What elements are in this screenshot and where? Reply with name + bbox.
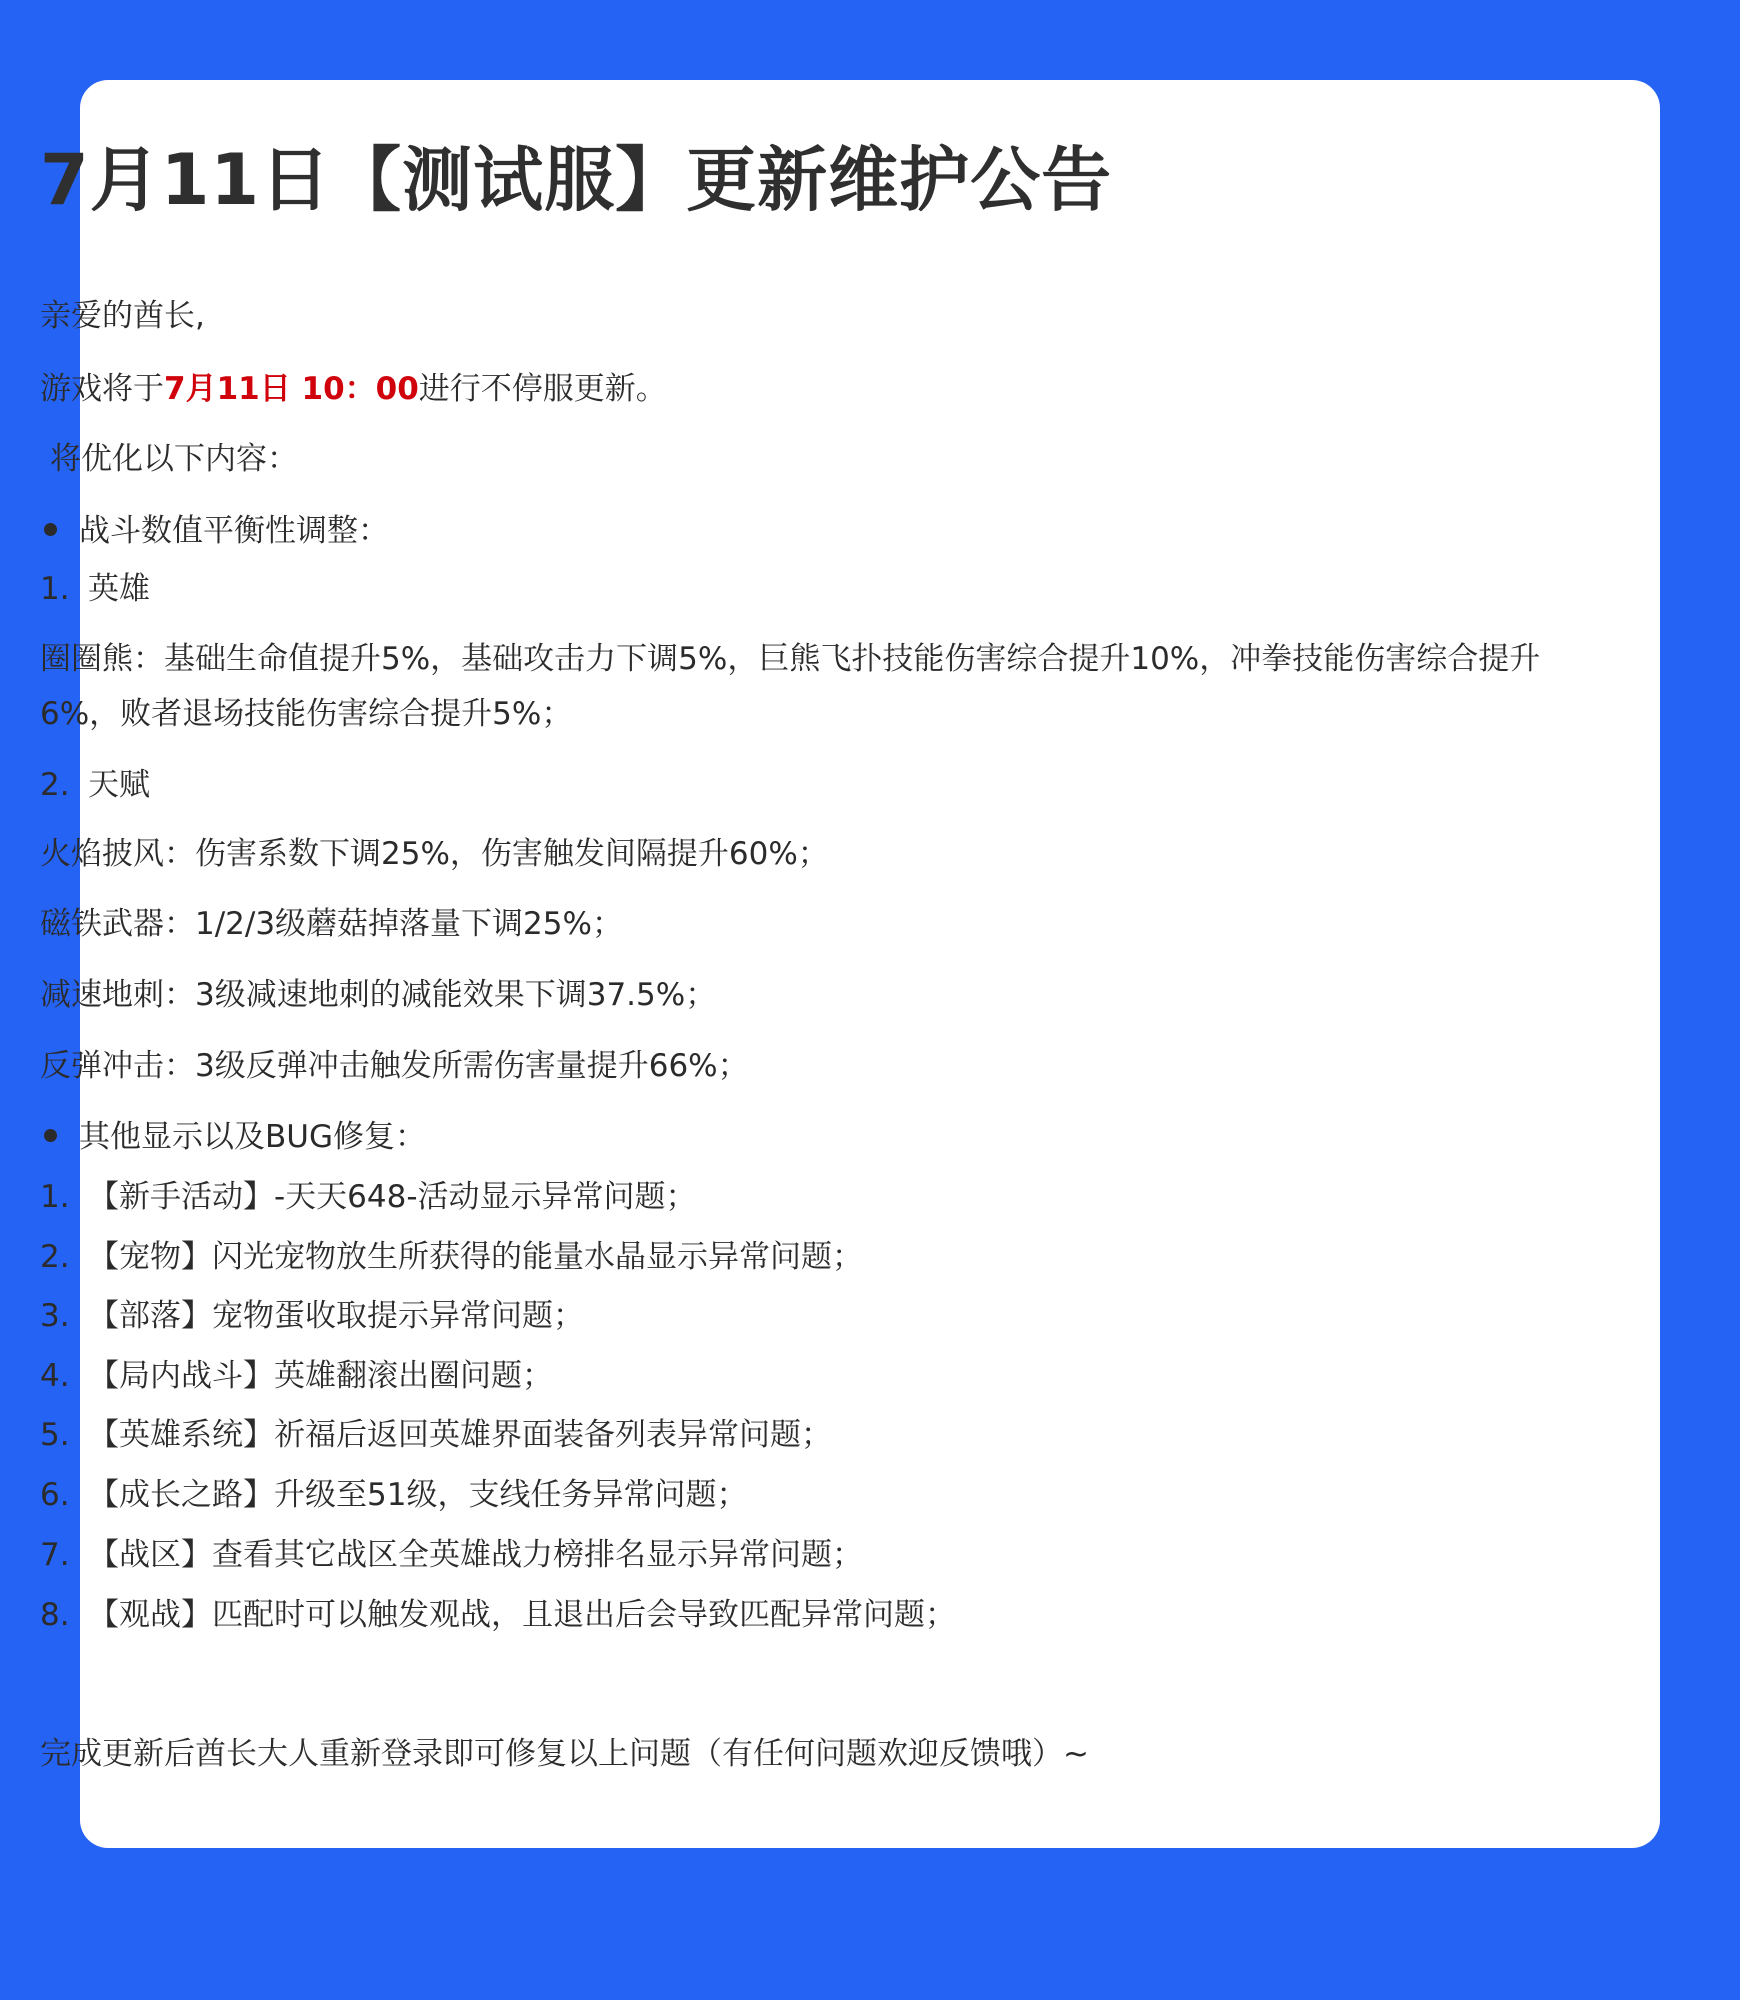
fix-text: 【英雄系统】祈福后返回英雄界面装备列表异常问题；	[88, 1417, 832, 1453]
subsection-hero-heading	[40, 568, 150, 610]
fix-item	[40, 1295, 584, 1337]
schedule-suffix: 进行不停服更新。	[418, 371, 667, 407]
fix-text: 【观战】匹配时可以触发观战，且退出后会导致匹配异常问题；	[88, 1597, 956, 1633]
list-number: 5.	[40, 1417, 70, 1453]
hero-balance-text: 圈圈熊：基础生命值提升5%，基础攻击力下调5%，巨熊飞扑技能伤害综合提升10%，冲拳技能伤害综合提升6%，败者退场技能伤害综合提升5%；	[40, 641, 1541, 732]
fix-text: 【成长之路】升级至51级，支线任务异常问题；	[88, 1477, 748, 1513]
subsection-talent-heading	[40, 764, 150, 806]
greeting: 亲爱的酋长,	[40, 298, 205, 334]
fix-item	[40, 1414, 832, 1456]
list-number: 6.	[40, 1477, 70, 1513]
list-number: 2.	[40, 767, 70, 803]
schedule-line	[40, 368, 667, 410]
schedule-prefix: 游戏将于	[40, 371, 164, 407]
section-bugfix-title: 其他显示以及BUG修复：	[79, 1119, 426, 1155]
list-number: 1.	[40, 1179, 70, 1215]
fix-item	[40, 1176, 697, 1218]
bullet-icon	[44, 523, 57, 536]
section-balance-heading	[40, 510, 389, 552]
fix-item	[40, 1594, 956, 1636]
schedule-time: 7月11日 10：00	[164, 371, 419, 407]
talent-item: 磁铁武器：1/2/3级蘑菇掉落量下调25%；	[40, 906, 623, 942]
fix-item	[40, 1236, 863, 1278]
closing-text: 完成更新后酋长大人重新登录即可修复以上问题（有任何问题欢迎反馈哦）~	[40, 1736, 1089, 1772]
bullet-icon	[44, 1129, 57, 1142]
section-balance-title: 战斗数值平衡性调整：	[79, 513, 389, 549]
section-bugfix-heading	[40, 1116, 426, 1158]
fix-text: 【新手活动】-天天648-活动显示异常问题；	[88, 1179, 697, 1215]
list-number: 8.	[40, 1597, 70, 1633]
fix-item	[40, 1474, 747, 1516]
fix-text: 【部落】宠物蛋收取提示异常问题；	[88, 1298, 584, 1334]
fix-text: 【局内战斗】英雄翻滚出圈问题；	[88, 1358, 553, 1394]
fix-item	[40, 1355, 553, 1397]
notice-card	[80, 80, 1660, 1848]
talent-item: 火焰披风：伤害系数下调25%，伤害触发间隔提升60%；	[40, 836, 829, 872]
list-number: 1.	[40, 571, 70, 607]
list-number: 4.	[40, 1358, 70, 1394]
fix-text: 【战区】查看其它战区全英雄战力榜排名显示异常问题；	[88, 1537, 863, 1573]
notice-title: 7月11日【测试服】更新维护公告	[40, 139, 1113, 221]
subsection-hero-title: 英雄	[88, 571, 150, 607]
fix-item	[40, 1534, 863, 1576]
list-number: 7.	[40, 1537, 70, 1573]
talent-item: 反弹冲击：3级反弹冲击触发所需伤害量提升66%；	[40, 1048, 749, 1084]
subsection-talent-title: 天赋	[88, 767, 150, 803]
intro-text: 将优化以下内容：	[50, 441, 298, 477]
fix-text: 【宠物】闪光宠物放生所获得的能量水晶显示异常问题；	[88, 1239, 863, 1275]
list-number: 3.	[40, 1298, 70, 1334]
list-number: 2.	[40, 1239, 70, 1275]
talent-item: 减速地刺：3级减速地刺的减能效果下调37.5%；	[40, 977, 717, 1013]
